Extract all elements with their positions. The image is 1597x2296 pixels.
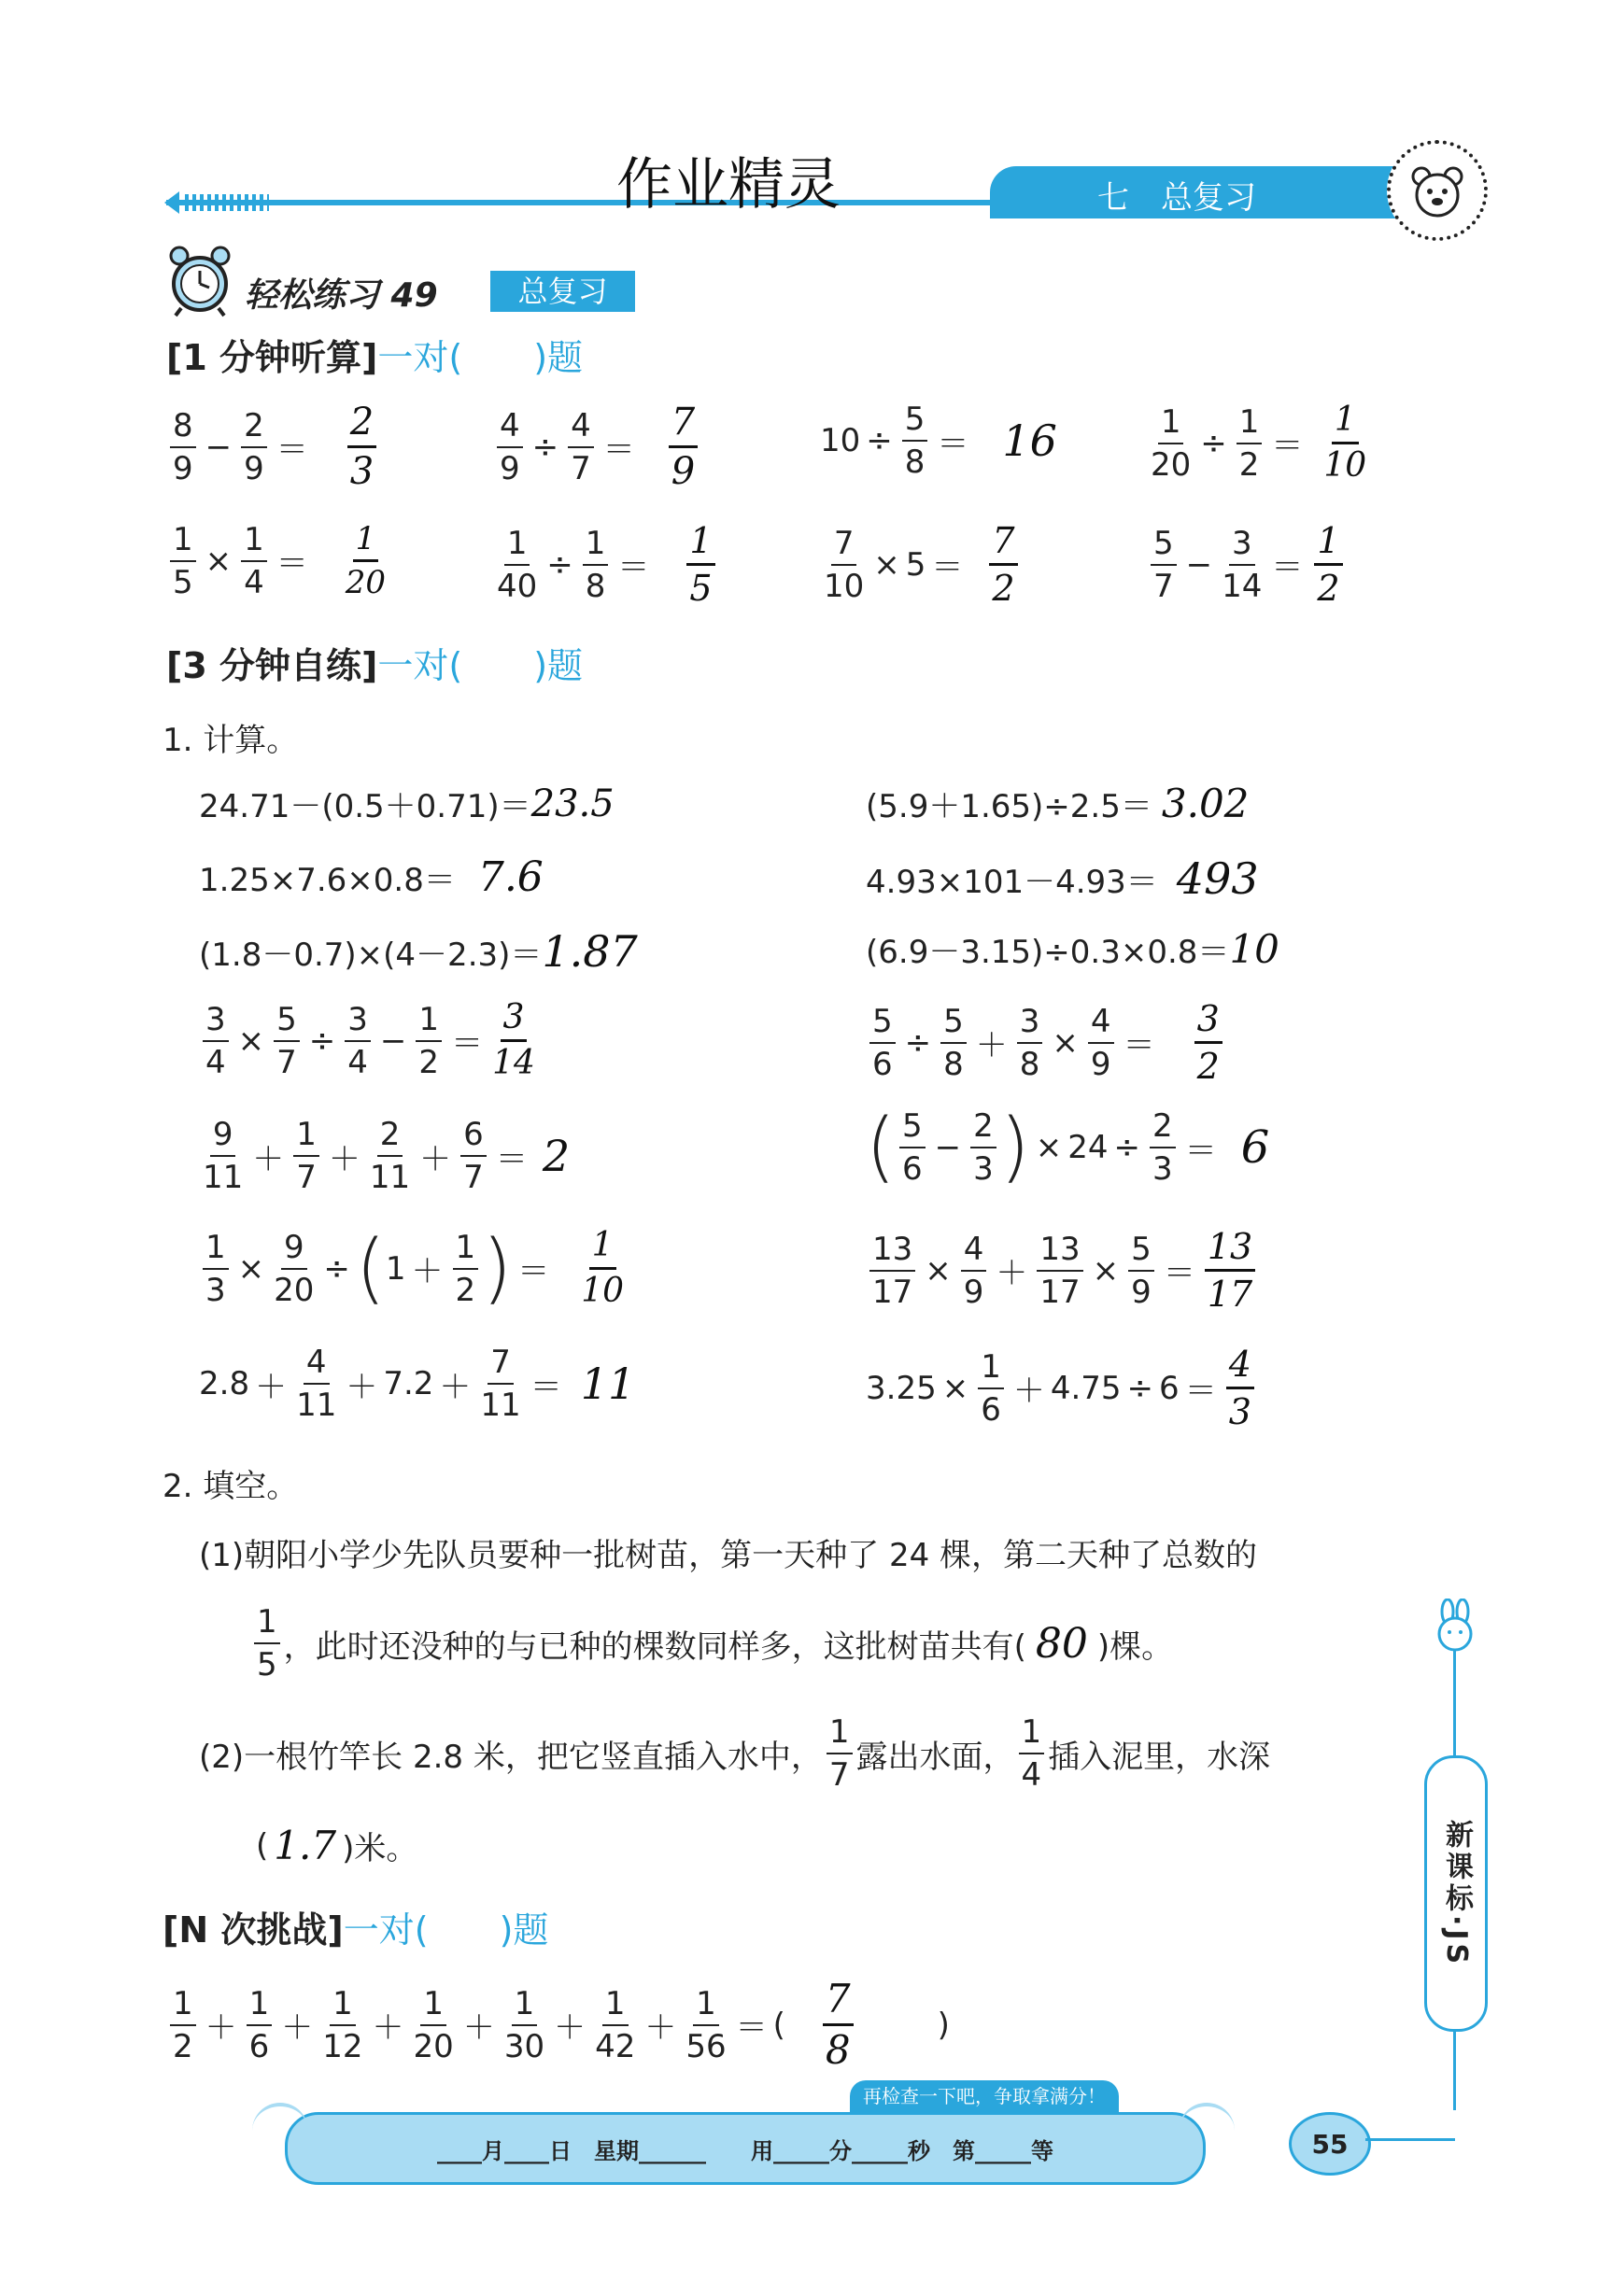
footer-left-swirl-icon <box>252 2103 308 2134</box>
q2-p1-line2: $\frac{1}{5}$ ，此时还没种的与已种的棵数同样多，这批树苗共有( 80 )棵。 <box>250 1606 1173 1681</box>
section-listen-label: [1 分钟听算] <box>166 337 378 378</box>
header-unit-label: 七 总复习 <box>1097 179 1256 217</box>
calc-left-3-answer: 1.87 <box>542 926 638 977</box>
calc-right-4: $\frac{5}{6}$ ÷ $\frac{5}{8}$ ＋ $\frac{3}{8}$ × $\frac{4}{9}$ ＝ $\frac{3}{2}$ <box>866 1001 1226 1084</box>
page-number-badge <box>1289 2112 1371 2176</box>
listen-problem-6: $\frac{1}{40}$ ÷ $\frac{1}{8}$ ＝ $\frac{1}{5}$ <box>493 523 719 606</box>
calc-left-6: $\frac{1}{3}$ × $\frac{9}{20}$ ÷ ( 1 ＋ $\frac{1}{2}$ ) ＝ $\frac{1}{10}$ <box>199 1229 628 1308</box>
calc-left-5: $\frac{9}{11}$ ＋ $\frac{1}{7}$ ＋ $\frac{2}{11}$ ＋ $\frac{6}{7}$ ＝ 2 <box>203 1116 571 1196</box>
section-practice-label: [3 分钟自练] <box>166 645 378 686</box>
section-practice-score: 一对( )题 <box>377 645 584 686</box>
listen-problem-1: $\frac{8}{9}$ − $\frac{2}{9}$ ＝ $\frac{2}{3}$ <box>166 403 380 490</box>
header-brand: 作业精灵 <box>616 152 841 218</box>
footer-bar <box>285 2112 1206 2185</box>
footer-connector-line <box>1365 2138 1455 2141</box>
calc-left-2: 1.25×7.6×0.8＝ 7.6 <box>199 853 544 901</box>
calc-left-3: (1.8－0.7)×(4－2.3)＝ 1.87 <box>199 926 638 977</box>
section-challenge-label: [N 次挑战] <box>163 1909 344 1951</box>
calc-right-5-answer: 6 <box>1240 1121 1270 1174</box>
listen-problem-4-answer: $\frac{1}{10}$ <box>1323 401 1367 485</box>
calc-right-6-answer: $\frac{13}{17}$ <box>1205 1229 1255 1312</box>
q2-p2-line2: ( 1.7 )米。 <box>256 1823 418 1868</box>
footer-right-swirl-icon <box>1179 2103 1235 2134</box>
side-tag <box>1424 1755 1488 2032</box>
listen-problem-7-answer: $\frac{7}{2}$ <box>989 523 1017 606</box>
calc-right-5: ( $\frac{5}{6}$ − $\frac{2}{3}$ ) × 24 ÷ $\frac{2}{3}$ ＝ 6 <box>866 1103 1270 1191</box>
calc-left-1: 24.71－(0.5＋0.71)＝ 23.5 <box>199 782 615 825</box>
calc-right-3: (6.9－3.15)÷0.3×0.8＝ 10 <box>866 926 1279 972</box>
listen-problem-1-answer: $\frac{2}{3}$ <box>347 403 376 490</box>
section-practice-heading <box>166 637 583 688</box>
q2-p2-answer: 1.7 <box>274 1823 337 1868</box>
header-arrow-tip <box>164 191 179 214</box>
calc-right-7: 3.25 × $\frac{1}{6}$ ＋ 4.75 ÷ 6 ＝ $\frac{4}{3}$ <box>866 1346 1258 1430</box>
q2-p1-line1: (1)朝阳小学少先队员要种一批树苗，第一天种了 24 棵，第二天种了总数的 <box>199 1537 1258 1574</box>
calc-right-1: (5.9＋1.65)÷2.5＝ 3.02 <box>866 781 1250 826</box>
section-challenge-heading <box>163 1901 548 1952</box>
calc-left-4-answer: $\frac{3}{14}$ <box>492 998 535 1082</box>
bear-badge-icon <box>1387 140 1488 241</box>
alarm-clock-icon <box>166 245 233 321</box>
listen-problem-8: $\frac{5}{7}$ − $\frac{3}{14}$ ＝ $\frac{1}{2}$ <box>1147 523 1347 606</box>
q2-p2-line1: (2)一根竹竿长 2.8 米，把它竖直插入水中， $\frac{1}{7}$ 露出水面， $\frac{1}{4}$ 插入泥里，水深 <box>199 1713 1271 1794</box>
bunny-icon <box>1431 1599 1479 1658</box>
q1-label: 1. 计算。 <box>163 722 299 759</box>
listen-problem-5: $\frac{1}{5}$ × $\frac{1}{4}$ ＝ $\frac{1}{20}$ <box>166 523 389 599</box>
listen-problem-8-answer: $\frac{1}{2}$ <box>1314 523 1342 606</box>
listen-problem-2: $\frac{4}{9}$ ÷ $\frac{4}{7}$ ＝ $\frac{7}{9}$ <box>493 403 701 490</box>
challenge-problem-answer: $\frac{7}{8}$ <box>823 1979 854 2070</box>
listen-problem-4: $\frac{1}{20}$ ÷ $\frac{1}{2}$ ＝ $\frac{1}{10}$ <box>1151 401 1367 485</box>
calc-right-7-answer: $\frac{4}{3}$ <box>1226 1346 1254 1430</box>
calc-left-1-answer: 23.5 <box>530 782 615 825</box>
calc-left-5-answer: 2 <box>542 1131 571 1181</box>
calc-left-7: 2.8 ＋ $\frac{4}{11}$ ＋ 7.2 ＋ $\frac{7}{11}$ ＝ 11 <box>199 1344 636 1424</box>
calc-right-2: 4.93×101－4.93＝ 493 <box>866 853 1259 904</box>
footer-date-line: ____月____日 星期______ 用_____分_____秒 第_____等 <box>437 2137 1053 2164</box>
calc-right-1-answer: 3.02 <box>1161 781 1250 826</box>
footer-tip: 再检查一下吧，争取拿满分！ <box>850 2080 1119 2112</box>
lesson-tag: 总复习 <box>490 271 635 312</box>
section-listen-heading <box>166 329 583 380</box>
header-arrow-line <box>166 200 1007 205</box>
calc-left-4: $\frac{3}{4}$ × $\frac{5}{7}$ ÷ $\frac{3}{4}$ − $\frac{1}{2}$ ＝ $\frac{3}{14}$ <box>199 1001 539 1080</box>
page-number: 55 <box>1311 2128 1349 2160</box>
calc-right-6: $\frac{13}{17}$ × $\frac{4}{9}$ ＋ $\frac{13}{17}$ × $\frac{5}{9}$ ＝ $\frac{13}{17}$ <box>866 1229 1259 1312</box>
header-dashes <box>185 194 269 211</box>
calc-left-7-answer: 11 <box>580 1359 636 1409</box>
lesson-title: 轻松练习 49 <box>245 276 438 315</box>
challenge-problem: $\frac{1}{2}$ ＋ $\frac{1}{6}$ ＋ $\frac{1}{12}$ ＋ $\frac{1}{20}$ ＋ $\frac{1}{30}$ ＋ $\frac{1}{42}$ ＋ $\frac{1}{56}$ ＝ ( $\frac{7}{8}$ ) <box>166 1979 950 2070</box>
listen-answer-3: 16 <box>1002 416 1057 466</box>
calc-right-3-answer: 10 <box>1229 926 1279 972</box>
listen-problem-2-answer: $\frac{7}{9}$ <box>669 403 698 490</box>
listen-problem-7: $\frac{7}{10}$ × 5 ＝ $\frac{7}{2}$ <box>820 523 1022 606</box>
calc-left-2-answer: 7.6 <box>477 853 544 901</box>
listen-problem-6-answer: $\frac{1}{5}$ <box>686 523 714 606</box>
calc-right-4-answer: $\frac{3}{2}$ <box>1194 1001 1222 1084</box>
side-tag-label: 新课标·JS <box>1440 1819 1473 1968</box>
q2-label: 2. 填空。 <box>163 1468 299 1505</box>
listen-problem-5-answer: $\frac{1}{20}$ <box>345 520 387 601</box>
section-listen-score: 一对( )题 <box>377 337 584 378</box>
section-challenge-score: 一对( )题 <box>343 1909 549 1951</box>
q2-p1-answer: 80 <box>1035 1619 1088 1668</box>
listen-problem-3: 10 ÷ $\frac{5}{8}$ ＝ 16 <box>820 401 1057 481</box>
calc-right-2-answer: 493 <box>1176 853 1259 904</box>
calc-left-6-answer: $\frac{1}{10}$ <box>581 1226 624 1310</box>
